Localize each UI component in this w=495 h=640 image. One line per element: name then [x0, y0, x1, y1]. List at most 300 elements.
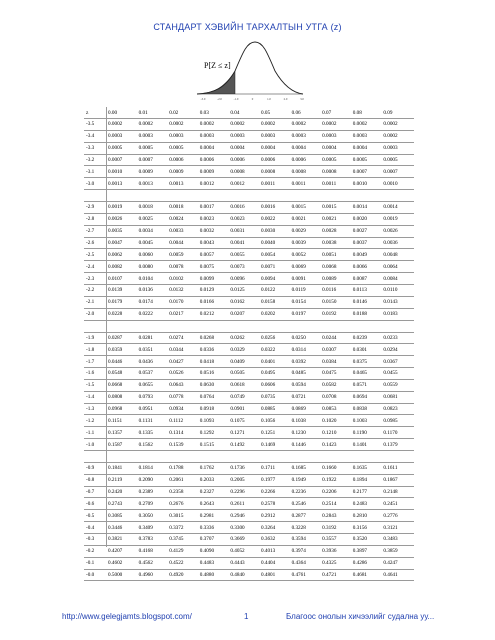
probability-cell: 0.1736 [230, 465, 245, 472]
probability-cell: 0.3936 [322, 548, 337, 555]
probability-cell: 0.1539 [169, 441, 184, 448]
column-header: 0.07 [322, 109, 332, 116]
probability-cell: 0.0008 [322, 168, 337, 175]
probability-cell: 0.0032 [199, 228, 215, 235]
probability-cell: 0.0708 [322, 394, 337, 401]
probability-cell: 0.0007 [138, 156, 153, 163]
table-row [84, 392, 414, 404]
table-row [84, 415, 414, 427]
probability-cell: 0.0013 [108, 180, 123, 187]
probability-cell: 0.0643 [169, 382, 184, 389]
probability-cell: 0.0006 [260, 156, 276, 163]
probability-cell: 0.0007 [108, 156, 123, 163]
probability-cell: 0.0005 [108, 145, 123, 152]
probability-cell: 0.2483 [352, 500, 368, 507]
probability-cell: 0.2296 [230, 489, 245, 496]
probability-cell: 0.1151 [108, 417, 123, 424]
probability-cell: 0.0006 [199, 156, 215, 163]
table-row [84, 119, 414, 131]
probability-cell: 0.0125 [230, 287, 245, 294]
probability-cell: 0.0029 [291, 228, 306, 235]
probability-cell: 0.1562 [138, 441, 153, 448]
probability-cell: 0.0002 [230, 121, 245, 128]
probability-cell: 0.0655 [138, 382, 153, 389]
probability-cell: 0.0033 [169, 228, 184, 235]
z-value-cell: -2.8 [86, 216, 95, 223]
probability-cell: 0.1515 [199, 441, 215, 448]
probability-cell: 0.1587 [108, 441, 123, 448]
probability-cell: 0.0009 [138, 168, 153, 175]
footer-url[interactable]: http://www.gelegjamts.blogspot.com/ [62, 612, 192, 621]
probability-cell: 0.0668 [108, 382, 123, 389]
probability-cell: 0.0011 [291, 180, 306, 187]
z-value-cell: -0.8 [86, 477, 95, 484]
probability-cell: 0.0294 [383, 346, 398, 353]
probability-cell: 0.0351 [138, 346, 153, 353]
probability-cell: 0.2090 [138, 477, 153, 484]
probability-cell: 0.3300 [230, 524, 245, 531]
probability-cell: 0.0002 [260, 121, 276, 128]
probability-cell: 0.0002 [169, 121, 184, 128]
z-value-cell: -1.8 [86, 346, 95, 353]
probability-cell: 0.0010 [383, 180, 398, 187]
probability-cell: 0.0749 [230, 394, 245, 401]
probability-cell: 0.0594 [291, 382, 306, 389]
probability-cell: 0.4090 [199, 548, 215, 555]
probability-cell: 0.0228 [108, 311, 123, 318]
probability-cell: 0.0051 [322, 251, 337, 258]
table-row [84, 558, 414, 570]
probability-cell: 0.0019 [108, 204, 123, 211]
probability-cell: 0.3859 [383, 548, 398, 555]
probability-cell: 0.1170 [383, 429, 398, 436]
probability-cell: 0.0048 [383, 251, 398, 258]
probability-cell: 0.0044 [169, 240, 184, 247]
probability-cell: 0.0233 [383, 334, 398, 341]
table-row [84, 178, 414, 190]
probability-cell: 0.0011 [260, 180, 276, 187]
probability-cell: 0.0571 [352, 382, 368, 389]
normal-curve-figure [195, 36, 305, 102]
probability-cell: 0.4052 [230, 548, 245, 555]
probability-cell: 0.1977 [260, 477, 276, 484]
probability-cell: 0.0721 [291, 394, 306, 401]
probability-cell: 0.0002 [383, 121, 398, 128]
probability-cell: 0.0116 [322, 287, 337, 294]
table-row [84, 546, 414, 558]
probability-cell: 0.1469 [260, 441, 276, 448]
probability-cell: 0.0129 [199, 287, 215, 294]
probability-cell: 0.0005 [352, 156, 368, 163]
probability-cell: 0.1635 [352, 465, 368, 472]
probability-cell: 0.0401 [260, 358, 276, 365]
probability-cell: 0.0010 [352, 180, 368, 187]
probability-cell: 0.0014 [352, 204, 368, 211]
probability-cell: 0.2266 [260, 489, 276, 496]
table-row [84, 143, 414, 155]
probability-cell: 0.0069 [291, 263, 306, 270]
probability-cell: 0.2119 [108, 477, 123, 484]
probability-cell: 0.0005 [138, 145, 153, 152]
probability-cell: 0.3409 [138, 524, 153, 531]
probability-cell: 0.2843 [322, 512, 337, 519]
probability-cell: 0.0071 [260, 263, 276, 270]
z-value-cell: -3.1 [86, 168, 95, 175]
probability-cell: 0.2451 [383, 500, 398, 507]
probability-cell: 0.4286 [352, 560, 368, 567]
probability-cell: 0.1292 [199, 429, 215, 436]
probability-cell: 0.0021 [291, 216, 306, 223]
probability-cell: 0.0516 [199, 370, 215, 377]
probability-cell: 0.0367 [383, 358, 398, 365]
probability-cell: 0.3336 [199, 524, 215, 531]
probability-cell: 0.1020 [322, 417, 337, 424]
probability-cell: 0.0014 [383, 204, 398, 211]
probability-cell: 0.1131 [138, 417, 153, 424]
probability-cell: 0.0630 [199, 382, 215, 389]
probability-cell: 0.0307 [322, 346, 337, 353]
probability-cell: 0.0197 [291, 311, 306, 318]
probability-cell: 0.4129 [169, 548, 184, 555]
probability-cell: 0.0250 [291, 334, 306, 341]
probability-cell: 0.2389 [138, 489, 153, 496]
probability-cell: 0.4325 [322, 560, 337, 567]
probability-cell: 0.0392 [291, 358, 306, 365]
probability-cell: 0.0003 [383, 145, 398, 152]
probability-cell: 0.0017 [199, 204, 215, 211]
probability-cell: 0.0002 [352, 121, 368, 128]
z-value-cell: -0.5 [86, 512, 95, 519]
probability-cell: 0.0002 [383, 133, 398, 140]
table-row [84, 356, 414, 368]
probability-cell: 0.0052 [291, 251, 306, 258]
probability-cell: 0.0344 [169, 346, 184, 353]
probability-cell: 0.0618 [230, 382, 245, 389]
axis-tick-label: 2.0 [283, 97, 288, 101]
probability-cell: 0.0025 [138, 216, 153, 223]
probability-cell: 0.4681 [352, 571, 368, 578]
probability-cell: 0.5000 [108, 571, 123, 578]
probability-cell: 0.2061 [169, 477, 184, 484]
z-value-cell: -2.2 [86, 287, 95, 294]
probability-cell: 0.0559 [383, 382, 398, 389]
probability-cell: 0.0838 [352, 405, 368, 412]
probability-cell: 0.0869 [291, 405, 306, 412]
probability-cell: 0.0016 [260, 204, 276, 211]
probability-cell: 0.0918 [199, 405, 215, 412]
probability-cell: 0.3520 [352, 536, 368, 543]
probability-cell: 0.0026 [108, 216, 123, 223]
probability-cell: 0.0003 [352, 133, 368, 140]
probability-cell: 0.0170 [169, 299, 184, 306]
z-value-cell: -3.5 [86, 121, 95, 128]
probability-cell: 0.0015 [322, 204, 337, 211]
table-row [84, 368, 414, 380]
probability-cell: 0.3745 [169, 536, 184, 543]
probability-cell: 0.0005 [383, 156, 398, 163]
probability-cell: 0.1841 [108, 465, 123, 472]
probability-cell: 0.1894 [352, 477, 368, 484]
probability-cell: 0.3897 [352, 548, 368, 555]
probability-cell: 0.1112 [169, 417, 184, 424]
table-row [84, 273, 414, 285]
probability-cell: 0.0793 [138, 394, 153, 401]
probability-cell: 0.1762 [199, 465, 215, 472]
probability-cell: 0.0008 [230, 168, 245, 175]
probability-cell: 0.3228 [291, 524, 306, 531]
z-value-cell: -2.6 [86, 240, 95, 247]
probability-cell: 0.0427 [169, 358, 184, 365]
probability-cell: 0.0681 [383, 394, 398, 401]
probability-cell: 0.0005 [169, 145, 184, 152]
probability-cell: 0.0040 [260, 240, 276, 247]
probability-cell: 0.0154 [291, 299, 306, 306]
z-value-cell: -0.1 [86, 560, 95, 567]
probability-cell: 0.0009 [199, 168, 215, 175]
probability-cell: 0.0384 [322, 358, 337, 365]
probability-cell: 0.0322 [260, 346, 276, 353]
z-value-cell: -0.6 [86, 500, 95, 507]
probability-cell: 0.0003 [230, 133, 245, 140]
probability-cell: 0.0007 [352, 168, 368, 175]
probability-cell: 0.3156 [352, 524, 368, 531]
probability-cell: 0.0192 [322, 311, 337, 318]
probability-cell: 0.0096 [230, 275, 245, 282]
column-header: z [86, 109, 89, 116]
probability-cell: 0.0018 [138, 204, 153, 211]
probability-cell: 0.0043 [199, 240, 215, 247]
probability-cell: 0.0808 [108, 394, 123, 401]
probability-cell: 0.0207 [230, 311, 245, 318]
probability-cell: 0.0158 [260, 299, 276, 306]
probability-cell: 0.0005 [322, 156, 337, 163]
probability-cell: 0.3669 [230, 536, 245, 543]
probability-cell: 0.0037 [352, 240, 368, 247]
probability-cell: 0.0122 [260, 287, 276, 294]
table-row [84, 226, 414, 238]
probability-cell: 0.0023 [230, 216, 245, 223]
probability-cell: 0.3121 [383, 524, 398, 531]
column-header: 0.04 [230, 109, 240, 116]
probability-cell: 0.4641 [383, 571, 398, 578]
probability-cell: 0.1611 [383, 465, 398, 472]
column-header: 0.06 [291, 109, 301, 116]
probability-cell: 0.0329 [230, 346, 245, 353]
probability-cell: 0.4404 [260, 560, 276, 567]
probability-cell: 0.0078 [169, 263, 184, 270]
table-row [84, 510, 414, 522]
probability-cell: 0.4880 [199, 571, 215, 578]
z-value-cell: -2.9 [86, 204, 95, 211]
probability-cell: 0.0007 [383, 168, 398, 175]
axis-tick-label: -2.0 [217, 97, 222, 101]
probability-cell: 0.4761 [291, 571, 306, 578]
probability-cell: 0.0188 [352, 311, 368, 318]
probability-cell: 0.0166 [199, 299, 215, 306]
page-title: СТАНДАРТ ХЭВИЙН ТАРХАЛТЫН УТГА (z) [153, 22, 342, 32]
probability-cell: 0.3446 [108, 524, 123, 531]
probability-cell: 0.0054 [260, 251, 276, 258]
probability-cell: 0.0465 [352, 370, 368, 377]
probability-cell: 0.1038 [291, 417, 306, 424]
table-row [84, 297, 414, 309]
axis-tick-label: 0 [251, 97, 254, 101]
probability-cell: 0.4840 [230, 571, 245, 578]
probability-cell: 0.0002 [108, 121, 123, 128]
axis-tick-label: -3.0 [200, 97, 206, 101]
probability-cell: 0.0823 [383, 405, 398, 412]
probability-cell: 0.0024 [169, 216, 184, 223]
z-value-cell: -0.4 [86, 524, 95, 531]
probability-cell: 0.2810 [352, 512, 368, 519]
table-row [84, 463, 414, 475]
probability-cell: 0.2578 [260, 500, 276, 507]
probability-cell: 0.0548 [108, 370, 123, 377]
probability-cell: 0.0139 [108, 287, 123, 294]
probability-cell: 0.0606 [260, 382, 276, 389]
probability-cell: 0.0314 [291, 346, 306, 353]
axis-tick-label: 1.0 [267, 97, 271, 101]
probability-cell: 0.2358 [169, 489, 184, 496]
probability-cell: 0.0068 [322, 263, 337, 270]
probability-cell: 0.0059 [169, 251, 184, 258]
probability-cell: 0.0004 [230, 145, 245, 152]
probability-cell: 0.0030 [260, 228, 276, 235]
probability-cell: 0.3192 [322, 524, 337, 531]
table-header-row [84, 107, 414, 119]
probability-cell: 0.0455 [383, 370, 398, 377]
probability-cell: 0.0505 [230, 370, 245, 377]
probability-cell: 0.4247 [383, 560, 398, 567]
probability-cell: 0.0036 [383, 240, 398, 247]
group-separator [84, 451, 414, 463]
probability-cell: 0.0003 [138, 133, 153, 140]
probability-cell: 0.0262 [230, 334, 245, 341]
probability-cell: 0.0013 [169, 180, 184, 187]
probability-cell: 0.0694 [352, 394, 368, 401]
probability-cell: 0.0446 [108, 358, 123, 365]
probability-cell: 0.1423 [322, 441, 337, 448]
probability-cell: 0.1711 [260, 465, 276, 472]
table-row [84, 498, 414, 510]
probability-cell: 0.0012 [199, 180, 215, 187]
z-value-cell: -2.7 [86, 228, 95, 235]
column-header: 0.00 [108, 109, 118, 116]
probability-cell: 0.0062 [108, 251, 123, 258]
probability-cell: 0.0035 [108, 228, 123, 235]
table-row [84, 534, 414, 546]
probability-cell: 0.0475 [322, 370, 337, 377]
probability-cell: 0.2877 [291, 512, 306, 519]
probability-cell: 0.4522 [169, 560, 184, 567]
probability-cell: 0.0537 [138, 370, 153, 377]
probability-cell: 0.0039 [291, 240, 306, 247]
probability-cell: 0.0003 [199, 133, 215, 140]
probability-cell: 0.1093 [199, 417, 215, 424]
probability-cell: 0.0094 [260, 275, 276, 282]
probability-cell: 0.2912 [260, 512, 276, 519]
probability-cell: 0.3372 [169, 524, 184, 531]
probability-cell: 0.0008 [260, 168, 276, 175]
probability-cell: 0.2236 [291, 489, 306, 496]
probability-cell: 0.0183 [383, 311, 398, 318]
probability-cell: 0.1357 [108, 429, 123, 436]
probability-cell: 0.0080 [138, 263, 153, 270]
probability-cell: 0.1685 [291, 465, 306, 472]
probability-cell: 0.0087 [352, 275, 368, 282]
probability-cell: 0.0020 [352, 216, 368, 223]
probability-cell: 0.0055 [230, 251, 245, 258]
probability-cell: 0.1949 [291, 477, 306, 484]
probability-cell: 0.0885 [260, 405, 276, 412]
probability-cell: 0.0027 [352, 228, 368, 235]
column-header: 0.03 [199, 109, 209, 116]
z-value-cell: -1.3 [86, 405, 95, 412]
z-value-cell: -1.7 [86, 358, 95, 365]
z-value-cell: -3.0 [86, 180, 95, 187]
probability-cell: 0.4562 [138, 560, 153, 567]
probability-cell: 0.2676 [169, 500, 184, 507]
probability-cell: 0.0021 [322, 216, 337, 223]
probability-cell: 0.1210 [322, 429, 337, 436]
probability-cell: 0.0985 [383, 417, 398, 424]
probability-cell: 0.0150 [322, 299, 337, 306]
probability-cell: 0.0003 [108, 133, 123, 140]
probability-cell: 0.2005 [230, 477, 245, 484]
probability-cell: 0.0222 [138, 311, 153, 318]
probability-cell: 0.0301 [352, 346, 368, 353]
probability-cell: 0.0075 [199, 263, 215, 270]
table-row [84, 249, 414, 261]
probability-cell: 0.0951 [138, 405, 153, 412]
probability-cell: 0.0119 [291, 287, 306, 294]
probability-cell: 0.1335 [138, 429, 153, 436]
table-row [84, 344, 414, 356]
z-value-cell: -0.2 [86, 548, 95, 555]
probability-cell: 0.1075 [230, 417, 245, 424]
footer-note: Благоос онолын хичээлийг судална уу... [286, 612, 435, 621]
table-row [84, 439, 414, 451]
table-row [84, 487, 414, 499]
probability-cell: 0.1446 [291, 441, 306, 448]
axis-tick-label: -1.0 [233, 97, 239, 101]
probability-cell: 0.0968 [108, 405, 123, 412]
probability-cell: 0.0045 [138, 240, 153, 247]
probability-cell: 0.0004 [322, 145, 337, 152]
column-header: 0.08 [352, 109, 362, 116]
probability-cell: 0.0013 [138, 180, 153, 187]
probability-cell: 0.0336 [199, 346, 215, 353]
probability-cell: 0.0287 [108, 334, 123, 341]
table-row [84, 261, 414, 273]
probability-cell: 0.1867 [383, 477, 398, 484]
probability-cell: 0.0031 [230, 228, 245, 235]
probability-cell: 0.1190 [352, 429, 367, 436]
probability-cell: 0.0011 [322, 180, 337, 187]
table-row [84, 475, 414, 487]
probability-cell: 0.0244 [322, 334, 337, 341]
probability-cell: 0.0113 [352, 287, 367, 294]
probability-cell: 0.0064 [383, 263, 398, 270]
probability-cell: 0.2611 [230, 500, 245, 507]
probability-cell: 0.0038 [322, 240, 337, 247]
z-value-cell: -0.7 [86, 489, 95, 496]
probability-cell: 0.0526 [169, 370, 184, 377]
probability-cell: 0.0010 [108, 168, 123, 175]
probability-cell: 0.0004 [352, 145, 368, 152]
probability-cell: 0.4920 [169, 571, 184, 578]
probability-cell: 0.3594 [291, 536, 306, 543]
